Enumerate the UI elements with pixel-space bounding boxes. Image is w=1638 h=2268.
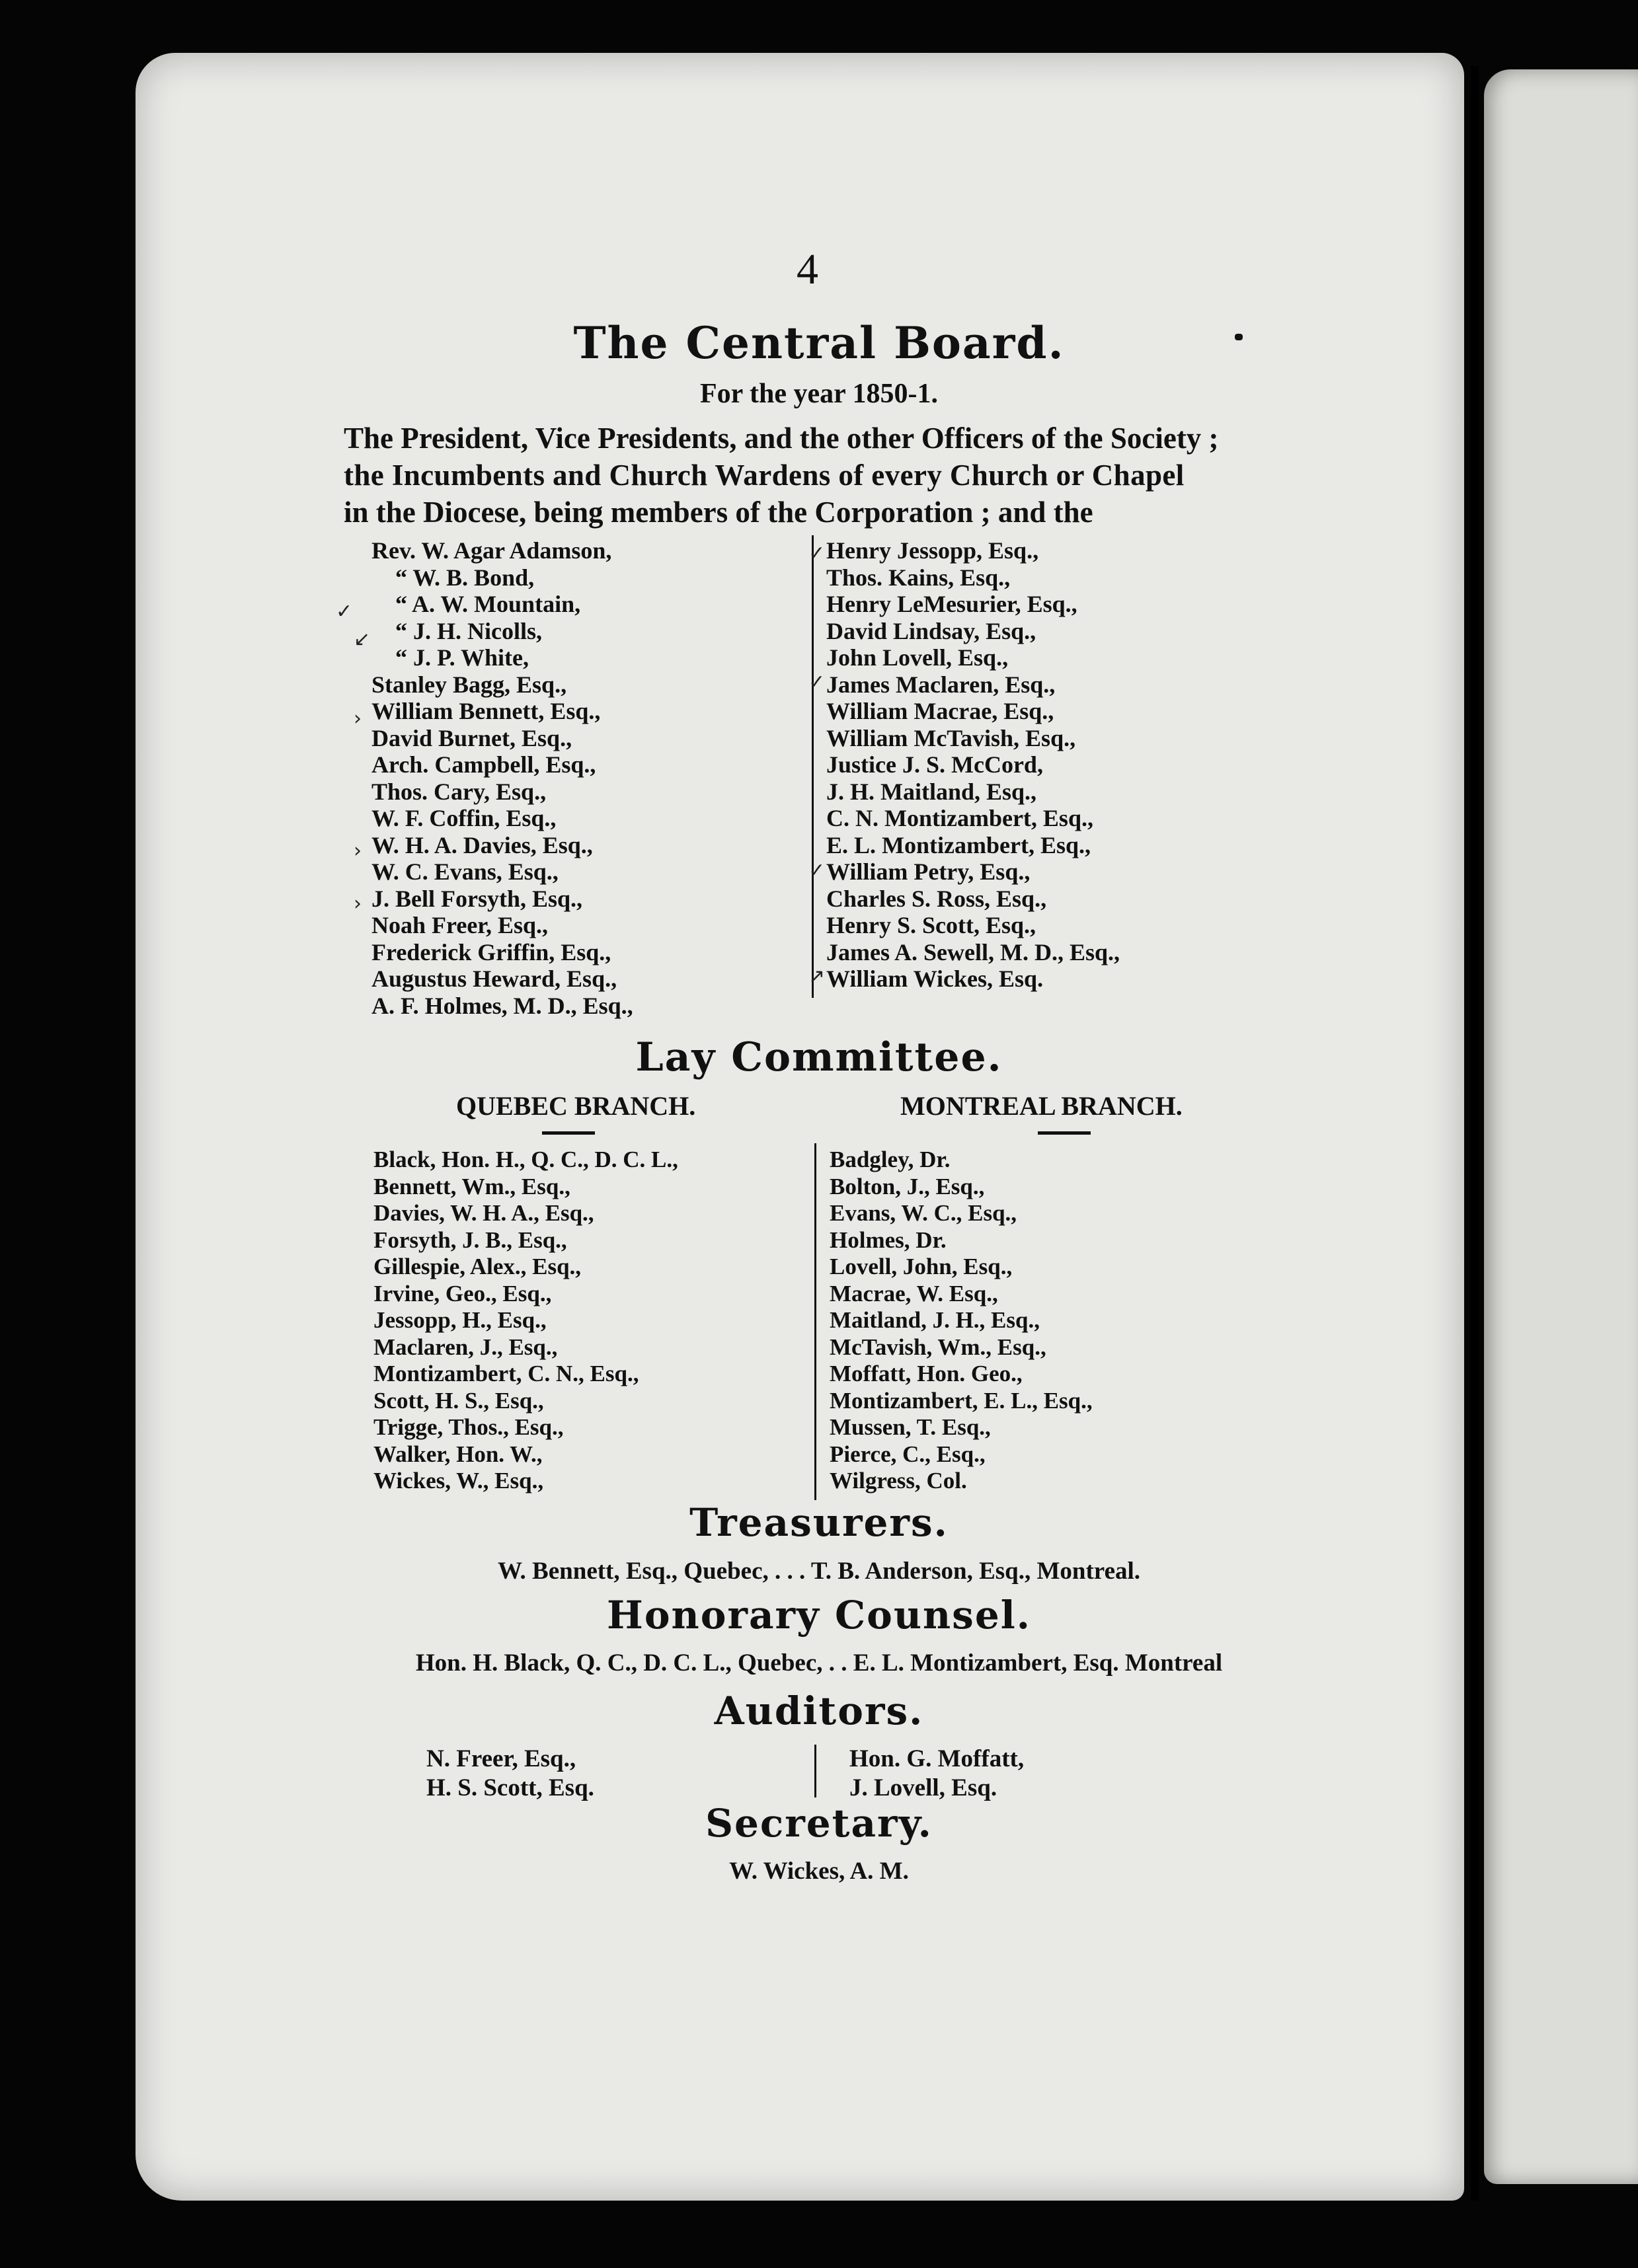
board-member: Augustus Heward, Esq., <box>371 965 617 992</box>
committee-member: Wickes, W., Esq., <box>373 1468 544 1493</box>
board-member: Henry Jessopp, Esq., <box>826 537 1039 564</box>
board-member: William Bennett, Esq., <box>371 698 601 724</box>
board-member: “ J. H. Nicolls, <box>395 617 542 644</box>
committee-member: Lovell, John, Esq., <box>830 1254 1013 1279</box>
central-board-title: The Central Board. <box>573 317 1065 369</box>
board-member: “ J. P. White, <box>395 644 529 671</box>
committee-member: Davies, W. H. A., Esq., <box>373 1200 594 1226</box>
check-mark-icon: › <box>354 892 362 915</box>
board-member: James A. Sewell, M. D., Esq., <box>826 938 1120 965</box>
committee-member: Jessopp, H., Esq., <box>373 1307 547 1333</box>
committee-member: Maitland, J. H., Esq., <box>830 1307 1040 1333</box>
board-member: David Burnet, Esq., <box>371 724 572 751</box>
committee-member: Gillespie, Alex., Esq., <box>373 1254 582 1279</box>
auditors-title: Auditors. <box>714 1688 924 1733</box>
board-member: W. F. Coffin, Esq., <box>371 805 557 831</box>
check-mark-icon: ✓ <box>808 671 826 694</box>
secretary-name: W. Wickes, A. M. <box>729 1858 909 1885</box>
secretary-title: Secretary. <box>705 1801 933 1846</box>
honorary-counsel-title: Honorary Counsel. <box>607 1593 1031 1638</box>
committee-member: Wilgress, Col. <box>830 1468 967 1493</box>
committee-member: Black, Hon. H., Q. C., D. C. L., <box>373 1147 678 1172</box>
auditors-left <box>426 1745 594 1803</box>
board-column-divider <box>812 535 814 998</box>
board-member: E. L. Montizambert, Esq., <box>826 831 1091 858</box>
committee-member: Walker, Hon. W., <box>373 1441 543 1467</box>
treasurers-title: Treasurers. <box>689 1500 949 1545</box>
lay-committee-title: Lay Committee. <box>635 1034 1003 1080</box>
board-member: “ A. W. Mountain, <box>395 591 581 617</box>
central-board-right-list <box>826 537 1120 993</box>
committee-member: Montizambert, C. N., Esq., <box>373 1361 639 1386</box>
board-member: Henry LeMesurier, Esq., <box>826 591 1077 617</box>
committee-member: Scott, H. S., Esq., <box>373 1387 544 1414</box>
committee-member: Evans, W. C., Esq., <box>830 1200 1017 1226</box>
treasurers-line: W. Bennett, Esq., Quebec, . . . T. B. Anderson, Esq., Montreal. <box>497 1558 1141 1585</box>
central-board-left-list <box>371 537 633 1019</box>
board-member: W. H. A. Davies, Esq., <box>371 831 593 858</box>
montreal-branch-list <box>830 1147 1093 1495</box>
check-mark-icon: › <box>354 839 362 862</box>
committee-member: Macrae, W. Esq., <box>830 1280 998 1306</box>
central-board-intro <box>344 420 1282 531</box>
committee-member: Pierce, C., Esq., <box>830 1441 986 1467</box>
board-member: John Lovell, Esq., <box>826 644 1009 671</box>
check-mark-icon: ✓ <box>808 859 826 882</box>
board-member: Justice J. S. McCord, <box>826 751 1043 778</box>
board-member: A. F. Holmes, M. D., Esq., <box>371 992 633 1019</box>
board-member: William Wickes, Esq. <box>826 965 1044 992</box>
committee-member: Bennett, Wm., Esq., <box>373 1173 570 1199</box>
board-member: W. C. Evans, Esq., <box>371 858 559 885</box>
committee-member: Bolton, J., Esq., <box>830 1173 985 1199</box>
committee-member: Badgley, Dr. <box>830 1147 951 1172</box>
board-member: Henry S. Scott, Esq., <box>826 912 1036 938</box>
board-member: Thos. Kains, Esq., <box>826 564 1011 591</box>
board-member: Stanley Bagg, Esq., <box>371 671 567 698</box>
board-member: “ W. B. Bond, <box>395 564 535 591</box>
committee-member: Montizambert, E. L., Esq., <box>830 1387 1093 1414</box>
auditor-name: J. Lovell, Esq. <box>849 1774 997 1801</box>
committee-member: Trigge, Thos., Esq., <box>373 1414 564 1440</box>
board-member: J. Bell Forsyth, Esq., <box>371 885 583 912</box>
check-mark-icon: ✓ <box>336 600 353 623</box>
committee-member: McTavish, Wm., Esq., <box>830 1334 1046 1360</box>
committee-member: Maclaren, J., Esq., <box>373 1334 558 1360</box>
board-member: Noah Freer, Esq., <box>371 912 549 938</box>
quebec-branch-heading: QUEBEC BRANCH. <box>456 1091 696 1121</box>
check-mark-icon: ↙ <box>354 628 371 651</box>
honorary-counsel-line: Hon. H. Black, Q. C., D. C. L., Quebec, . . E. L. Montizambert, Esq. Montreal <box>415 1649 1223 1677</box>
quebec-branch-list <box>373 1147 678 1495</box>
quebec-heading-rule <box>542 1131 595 1135</box>
board-member: Thos. Cary, Esq., <box>371 778 547 805</box>
board-member: William Petry, Esq., <box>826 858 1031 885</box>
board-member: William McTavish, Esq., <box>826 724 1076 751</box>
montreal-heading-rule <box>1038 1131 1091 1135</box>
intro-line: in the Diocese, being members of the Corporation ; and the <box>344 496 1093 529</box>
committee-member: Forsyth, J. B., Esq., <box>373 1227 567 1253</box>
check-mark-icon: ↗ <box>808 965 826 988</box>
check-mark-icon: › <box>354 707 362 730</box>
committee-column-divider <box>814 1143 816 1500</box>
committee-member: Irvine, Geo., Esq., <box>373 1280 552 1306</box>
board-member: William Macrae, Esq., <box>826 698 1054 724</box>
check-mark-icon: ✓ <box>808 542 826 565</box>
board-member: Arch. Campbell, Esq., <box>371 751 596 778</box>
board-member: Rev. W. Agar Adamson, <box>371 537 612 564</box>
board-member: James Maclaren, Esq., <box>826 671 1056 698</box>
board-member: J. H. Maitland, Esq., <box>826 778 1037 805</box>
auditor-name: H. S. Scott, Esq. <box>426 1774 594 1801</box>
intro-line: The President, Vice Presidents, and the other Officers of the Society ; <box>344 422 1219 455</box>
board-member: David Lindsay, Esq., <box>826 617 1036 644</box>
board-member: C. N. Montizambert, Esq., <box>826 805 1093 831</box>
committee-member: Mussen, T. Esq., <box>830 1414 991 1440</box>
committee-member: Holmes, Dr. <box>830 1227 947 1253</box>
intro-line: the Incumbents and Church Wardens of every Church or Chapel <box>344 459 1185 492</box>
board-member: Frederick Griffin, Esq., <box>371 938 611 965</box>
board-member: Charles S. Ross, Esq., <box>826 885 1047 912</box>
page-number: 4 <box>797 245 818 293</box>
committee-member: Moffatt, Hon. Geo., <box>830 1361 1023 1386</box>
montreal-branch-heading: MONTREAL BRANCH. <box>900 1091 1183 1121</box>
central-board-year: For the year 1850-1. <box>699 379 939 409</box>
auditors-right <box>849 1745 1024 1803</box>
auditors-divider <box>814 1745 816 1797</box>
auditor-name: N. Freer, Esq., <box>426 1745 576 1772</box>
auditor-name: Hon. G. Moffatt, <box>849 1745 1025 1772</box>
